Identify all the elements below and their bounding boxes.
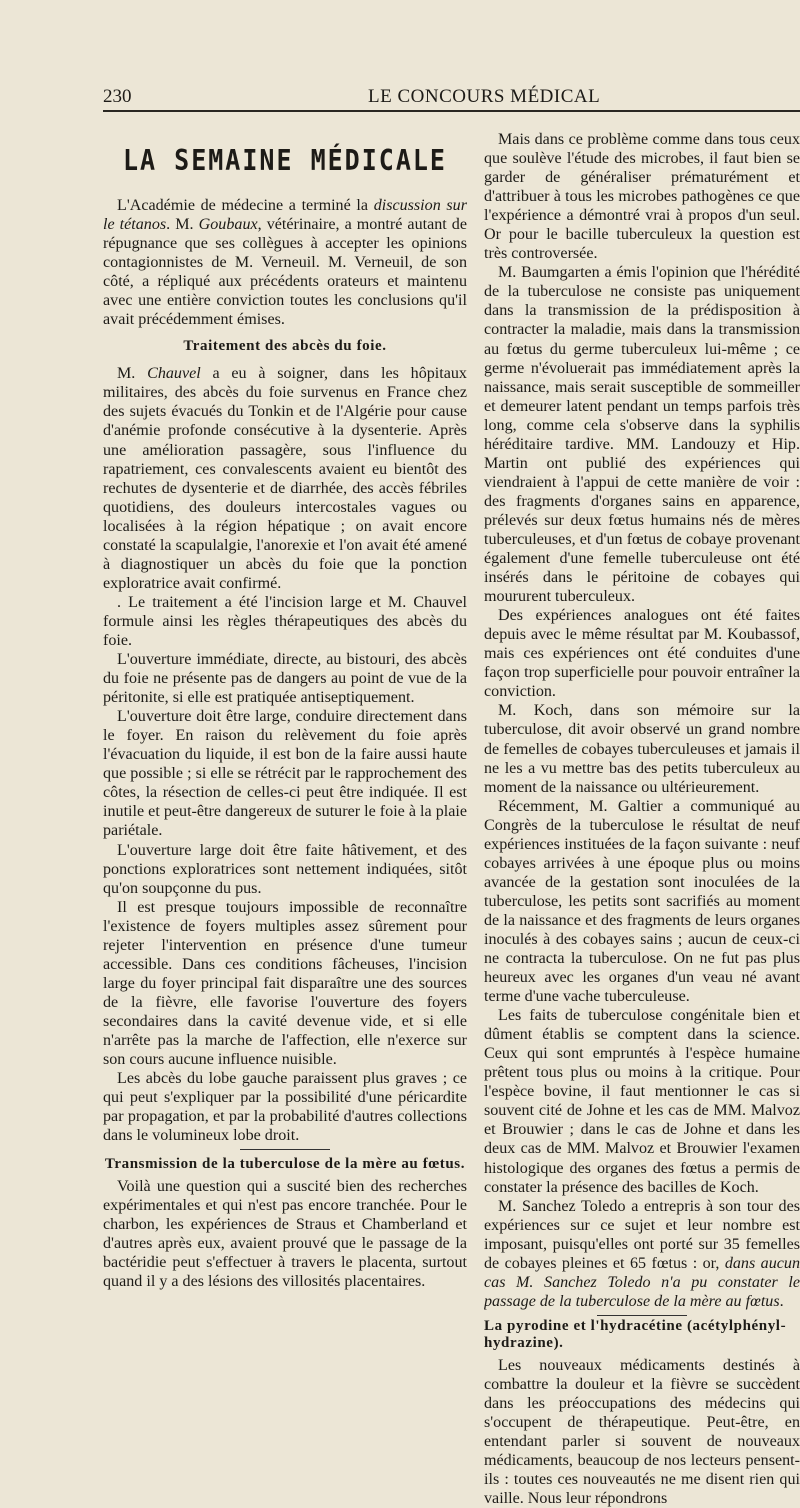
paragraph: L'Académie de médecine a terminé la discussion sur le tétanos. M. Goubaux, vétérinaire, a montré autant de répugnance que ses collègues à accepter les opinions contagionnistes de M. Verneuil. M. Verneuil, de son côté, a répliqué aux précédents orateurs et maintenu avec une entière conviction toutes les conclusions qu'il avait précédemment émises.	[103, 197, 467, 329]
journal-title: LE CONCOURS MÉDICAL	[368, 86, 601, 107]
paragraph: M. Baumgarten a émis l'opinion que l'hérédité de la tuberculose ne consiste pas uniquement dans la transmission de la prédisposition à contracter la maladie, mais dans la transmission au fœtus du germe tuberculeux lui-même ; ce germe n'évoluerait pas immédiatement après la naissance, mais serait susceptible de sommeiller et demeurer latent pendant un temps parfois très long, comme cela s'observe dans la syphilis héréditaire tardive. MM. Landouzy et Hip. Martin ont publié des expériences qui viendraient à l'appui de cette manière de voir : des fragments d'organes sains en apparence, prélevés sur deux fœtus humains nés de mères tuberculeuses, et d'un fœtus de cobaye provenant également d'une femelle tuberculeuse ont été insérés dans le péritoine de cobayes qui moururent tuberculeux.	[484, 264, 800, 606]
paragraph: Mais dans ce problème comme dans tous ceux que soulève l'étude des microbes, il faut bien se garder de généraliser prématurément et d'attribuer à tous les microbes pathogènes ce que l'expérience a démontré vrai à propos d'un seul. Or pour le bacille tuberculeux la question est très controversée.	[484, 131, 800, 263]
section-separator	[597, 1315, 687, 1316]
paragraph: Les abcès du lobe gauche paraissent plus graves ; ce qui peut s'expliquer par la possibilité d'une péricardite par propagation, et par la probabilité d'autres collections dans le volumineux lobe droit.	[103, 1070, 467, 1145]
paragraph: Il est presque toujours impossible de reconnaître l'existence de foyers multiples assez sûrement pour rejeter l'intervention en présence d'une tumeur accessible. Dans ces conditions fâcheuses, l'incision large du foyer principal fait disparaître une des sources de la fièvre, elle favorise l'ouverture des foyers secondaires dans la cavité devenue vide, et si elle n'arrête pas la marche de l'affection, elle n'exerce sur son cours aucune influence nuisible.	[103, 898, 467, 1069]
paragraph: Les faits de tuberculose congénitale bien et dûment établis se comptent dans la science. Ceux qui sont empruntés à l'espèce humaine prêtent tous plus ou moins à la critique. Pour l'espèce bovine, il faut mentionner le cas si souvent cité de Johne et les cas de MM. Malvoz et Brouwier ; dans le cas de Johne et dans les deux cas de MM. Malvoz et Brouwier l'examen histologique des organes des fœtus a permis de constater la présence des bacilles de Koch.	[484, 1007, 800, 1196]
paragraph: L'ouverture immédiate, directe, au bistouri, des abcès du foie ne présente pas de dangers au point de vue de la péritonite, si elle est pratiquée antiseptiquement.	[103, 651, 467, 707]
paragraph: M. Sanchez Toledo a entrepris à son tour des expériences sur ce sujet et leur nombre est imposant, puisqu'elles ont porté sur 35 femelles de cobayes pleines et 65 fœtus : or, dans aucun cas M. Sanchez Toledo n'a pu constater le passage de la tuberculose de la mère au fœtus.	[484, 1197, 800, 1310]
paragraph: M. Koch, dans son mémoire sur la tuberculose, dit avoir observé un grand nombre de femelles de cobayes tuberculeuses et jamais il ne les a vu mettre bas des petits tuberculeux au moment de la naissance ou ultérieurement.	[484, 702, 800, 796]
paragraph: Récemment, M. Galtier a communiqué au Congrès de la tuberculose le résultat de neuf expériences instituées de la façon suivante : neuf cobayes arrivées à une époque plus ou moins avancée de la gestation sont inoculées de la tuberculose, les petits sont sacrifiés au moment de la naissance et des fragments de leurs organes inoculés à des cobayes sains ; aucun de ceux-ci ne contracta la tuberculose. On ne fut pas plus heureux avec les organes d'un veau né avant terme d'une vache tuberculeuse.	[484, 797, 800, 1006]
paragraph: . Le traitement a été l'incision large et M. Chauvel formule ainsi les règles thérapeutiques des abcès du foie.	[103, 593, 467, 649]
left-column	[103, 126, 467, 1292]
section-heading-transmission: Transmission de la tuberculose de la mère au fœtus.	[104, 1156, 466, 1173]
page-header	[103, 84, 800, 112]
main-title: LA SEMAINE MÉDICALE	[123, 143, 447, 178]
section-separator	[240, 1149, 330, 1150]
section-heading-pyrodine: La pyrodine et l'hydracétine (acétylphényl-hydrazine).	[484, 1317, 787, 1351]
paragraph: Des expériences analogues ont été faites depuis avec le même résultat par M. Koubassof, mais ces expériences ont été conduites d'une façon trop superficielle pour pouvoir entraîner la conviction.	[484, 607, 800, 701]
right-column	[484, 130, 800, 1508]
paragraph: L'ouverture doit être large, conduire directement dans le foyer. En raison du relèvement du foie après l'évacuation du liquide, il est bon de la faire aussi haute que possible ; si elle se rétrécit par le rapprochement des côtes, la résection de celles-ci peut être indiquée. Il est inutile et peut-être dangereux de suturer le foie à la plaie pariétale.	[103, 708, 467, 840]
page-number: 230	[103, 86, 132, 107]
paragraph: L'ouverture large doit être faite hâtivement, et des ponctions exploratrices sont nettement indiquées, sitôt qu'on soupçonne du pus.	[103, 841, 467, 897]
section-heading-abces: Traitement des abcès du foie.	[183, 338, 387, 355]
paragraph: Les nouveaux médicaments destinés à combattre la douleur et la fièvre se succèdent dans les préoccupations des médecins qui s'occupent de thérapeutique. Peut-être, en entendant parler si souvent de nouveaux médicaments, beaucoup de nos lecteurs pensent-ils : toutes ces nouveautés ne me disent rien qui vaille. Nous leur répondrons	[484, 1356, 800, 1508]
paragraph: Voilà une question qui a suscité bien des recherches expérimentales et qui n'est pas encore tranchée. Pour le charbon, les expériences de Straus et Chamberland et d'autres après eux, avaient prouvé que le passage de la bactéridie peut s'effectuer à travers le placenta, surtout quand il y a des lésions des villosités placentaires.	[103, 1178, 467, 1291]
paragraph: M. Chauvel a eu à soigner, dans les hôpitaux militaires, des abcès du foie survenus en France chez des sujets évacués du Tonkin et de l'Algérie pour cause d'anémie profonde consécutive à la dysenterie. Après une amélioration passagère, sous l'influence du rapatriement, ces convalescents avaient eu bientôt des rechutes de dysenterie et de diarrhée, des accès fébriles quotidiens, des douleurs intercostales vagues ou localisées à la région hépatique ; on avait encore constaté la scapulalgie, l'anorexie et l'on avait été amené à diagnostiquer un abcès du foie que la ponction exploratrice avait confirmé.	[103, 365, 467, 592]
